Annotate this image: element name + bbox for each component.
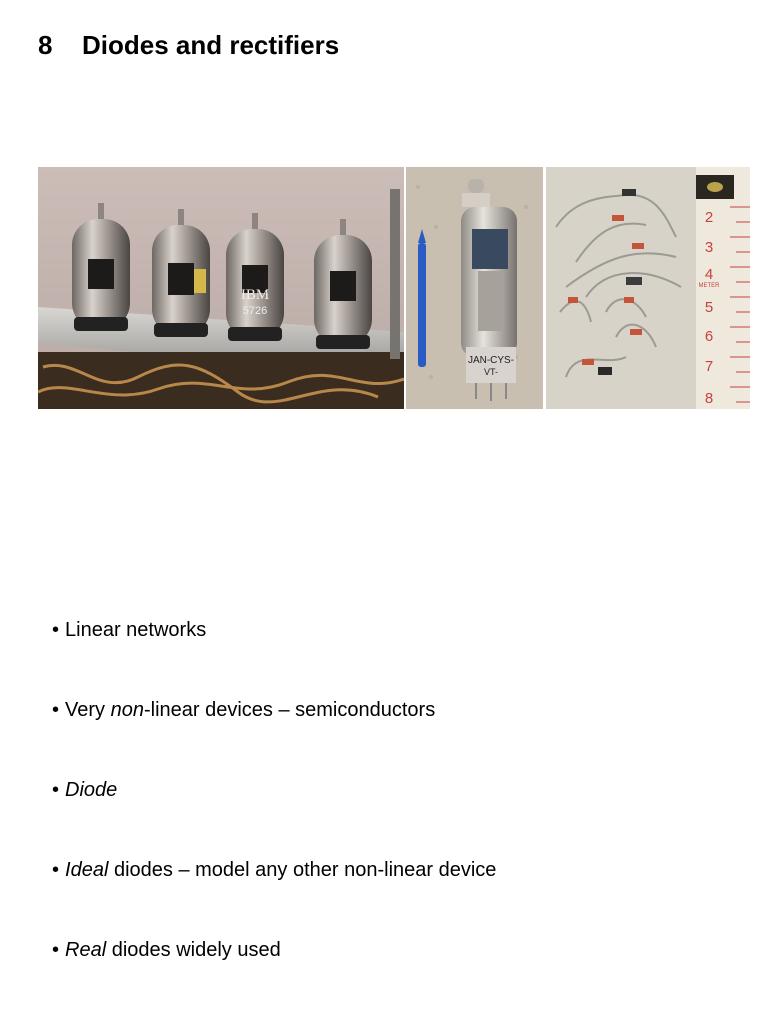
ruler-mark-7: 7: [704, 358, 714, 375]
tube-model-label: JAN-CYS-: [467, 355, 515, 366]
ruler-unit-label: METER: [698, 283, 720, 289]
tube-brand-label: IBM: [240, 287, 270, 303]
ruler-mark-4: 4: [704, 266, 714, 283]
bullet-real-diodes: • Real diodes widely used: [52, 936, 496, 1016]
slide-title: [38, 30, 339, 61]
bullet-linear-networks: • Linear networks: [52, 616, 496, 696]
ruler-mark-5: 5: [704, 299, 714, 316]
ruler-mark-8: 8: [704, 390, 714, 407]
ruler-mark-2: 2: [704, 209, 714, 226]
bullet-list: [52, 616, 496, 1016]
slide-number: 8: [38, 30, 53, 60]
bullet-ideal-diodes: • Ideal diodes – model any other non-linear device: [52, 856, 496, 936]
tube-code-label: 5726: [242, 305, 268, 317]
slide-title-text: Diodes and rectifiers: [82, 30, 340, 60]
ruler-mark-6: 6: [704, 328, 714, 345]
bullet-diode: • Diode: [52, 776, 496, 856]
semiconductor-diodes-photo: [546, 167, 750, 409]
tube-vt-label: VT-: [483, 367, 499, 377]
ruler-mark-3: 3: [704, 239, 714, 256]
bullet-non-linear-devices: • Very non-linear devices – semiconductors: [52, 696, 496, 776]
rectifier-tube-photo: [406, 167, 543, 409]
vacuum-tubes-photo: [38, 167, 404, 409]
